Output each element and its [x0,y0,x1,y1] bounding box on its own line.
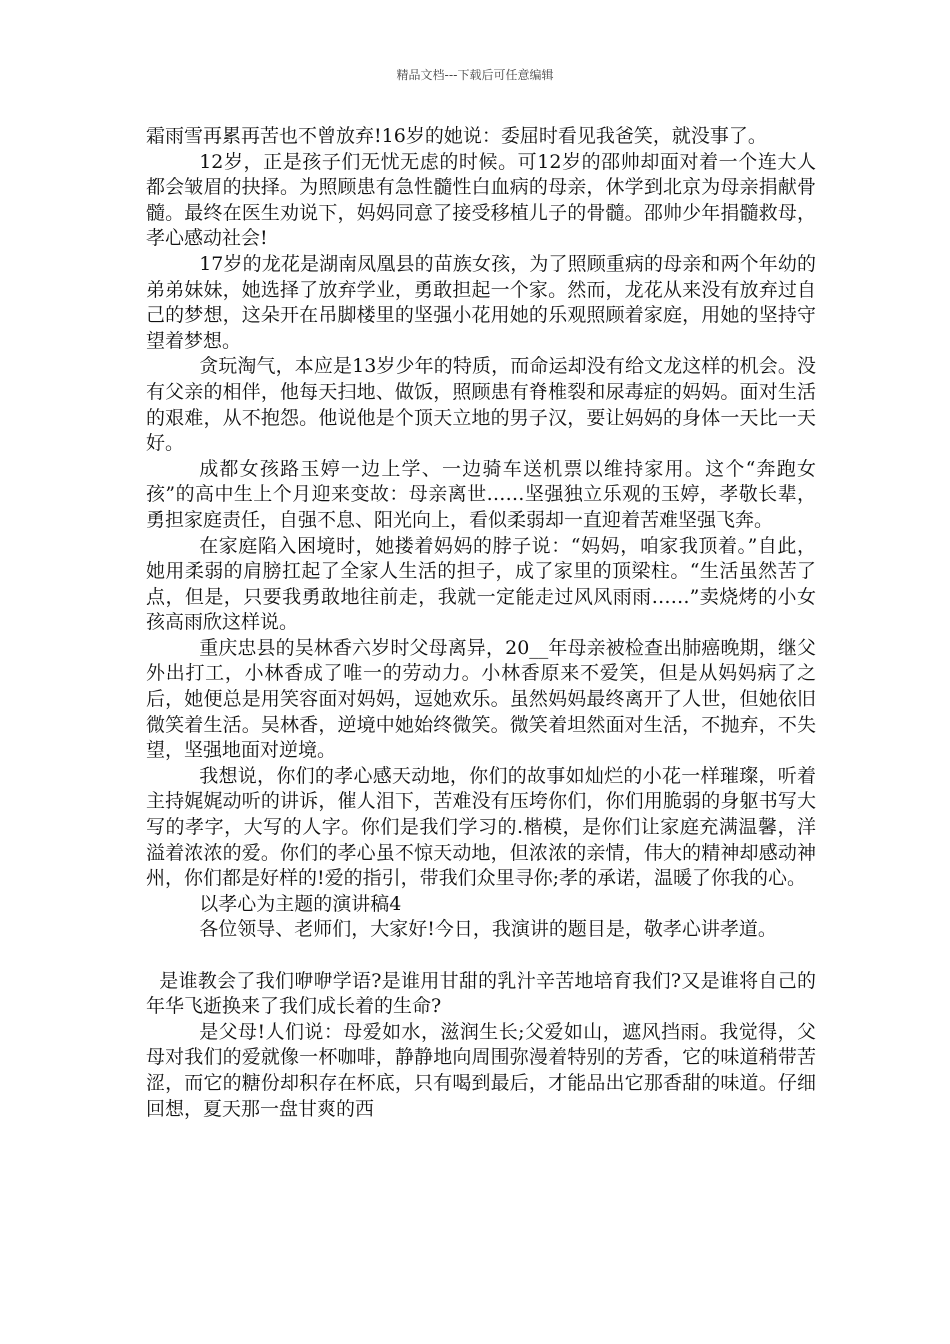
paragraph-4: 贪玩淘气，本应是13岁少年的特质，而命运却没有给文龙这样的机会。没有父亲的相伴，他每天扫地、做饭，照顾患有脊椎裂和尿毒症的妈妈。面对生活的艰难，从不抱怨。他说他是个顶天立地的男子汉，要让妈妈的身体一天比一天好。 [146,355,816,455]
paragraph-3: 17岁的龙花是湖南凤凰县的苗族女孩，为了照顾重病的母亲和两个年幼的弟弟妹妹，她选择了放弃学业，勇敢担起一个家。然而，龙花从来没有放弃过自己的梦想，这朵开在吊脚楼里的坚强小花用她的乐观照顾着家庭，用她的坚持守望着梦想。 [146,252,816,352]
paragraph-2: 12岁，正是孩子们无忧无虑的时候。可12岁的邵帅却面对着一个连大人都会皱眉的抉择。为照顾患有急性髓性白血病的母亲，休学到北京为母亲捐献骨髓。最终在医生劝说下，妈妈同意了接受移植儿子的骨髓。邵帅少年捐髓救母，孝心感动社会! [146,150,816,250]
paragraph-1: 霜雨雪再累再苦也不曾放弃!16岁的她说：委屈时看见我爸笑，就没事了。 [146,125,767,147]
paragraph-parents: 是父母!人们说：母爱如水，滋润生长;父爱如山，遮风挡雨。我觉得，父母对我们的爱就像一杯咖啡，静静地向周围弥漫着特别的芳香，它的味道稍带苦涩，而它的糖份却积存在杯底，只有喝到最后，才能品出它那香甜的味道。仔细回想，夏天那一盘甘爽的西 [146,1020,816,1120]
document-body [146,124,816,1122]
blank-line [146,943,816,969]
paragraph-7: 重庆忠县的吴林香六岁时父母离异，20__年母亲被检查出肺癌晚期，继父外出打工，小林香成了唯一的劳动力。小林香原来不爱笑，但是从妈妈病了之后，她便总是用笑容面对妈妈，逗她欢乐。虽然妈妈最终离开了人世，但她依旧微笑着生活。吴林香，逆境中她始终微笑。微笑着坦然面对生活，不抛弃，不失望，坚强地面对逆境。 [146,636,816,762]
paragraph-5: 成都女孩路玉婷一边上学、一边骑车送机票以维持家用。这个“奔跑女孩”的高中生上个月迎来变故：母亲离世……坚强独立乐观的玉婷，孝敬长辈，勇担家庭责任，自强不息、阳光向上，看似柔弱却一直迎着苦难坚强飞奔。 [146,457,816,531]
paragraph-6: 在家庭陷入困境时，她搂着妈妈的脖子说：“妈妈，咱家我顶着。”自此，她用柔弱的肩膀扛起了全家人生活的担子，成了家里的顶梁柱。“生活虽然苦了点，但是，只要我勇敢地往前走，我就一定能走过风风雨雨……”卖烧烤的小女孩高雨欣这样说。 [146,534,816,634]
paragraph-question: 是谁教会了我们咿咿学语?是谁用甘甜的乳汁辛苦地培育我们?又是谁将自己的年华飞逝换来了我们成长着的生命? [146,969,816,1018]
page-header: 精品文档---下载后可任意编辑 [396,68,554,82]
paragraph-8: 我想说，你们的孝心感天动地，你们的故事如灿烂的小花一样璀璨，听着主持娓娓动听的讲诉，催人泪下，苦难没有压垮你们，你们用脆弱的身躯书写大写的孝字，大写的人字。你们是我们学习的.楷模，是你们让家庭充满温馨，洋溢着浓浓的爱。你们的孝心虽不惊天动地，但浓浓的亲情，伟大的精神却感动神州，你们都是好样的!爱的指引，带我们众里寻你;孝的承诺，温暖了你我的心。 [146,764,816,890]
section-heading: 以孝心为主题的演讲稿4 [199,892,402,915]
paragraph-greeting: 各位领导、老师们，大家好!今日，我演讲的题目是，敬孝心讲孝道。 [199,918,777,941]
